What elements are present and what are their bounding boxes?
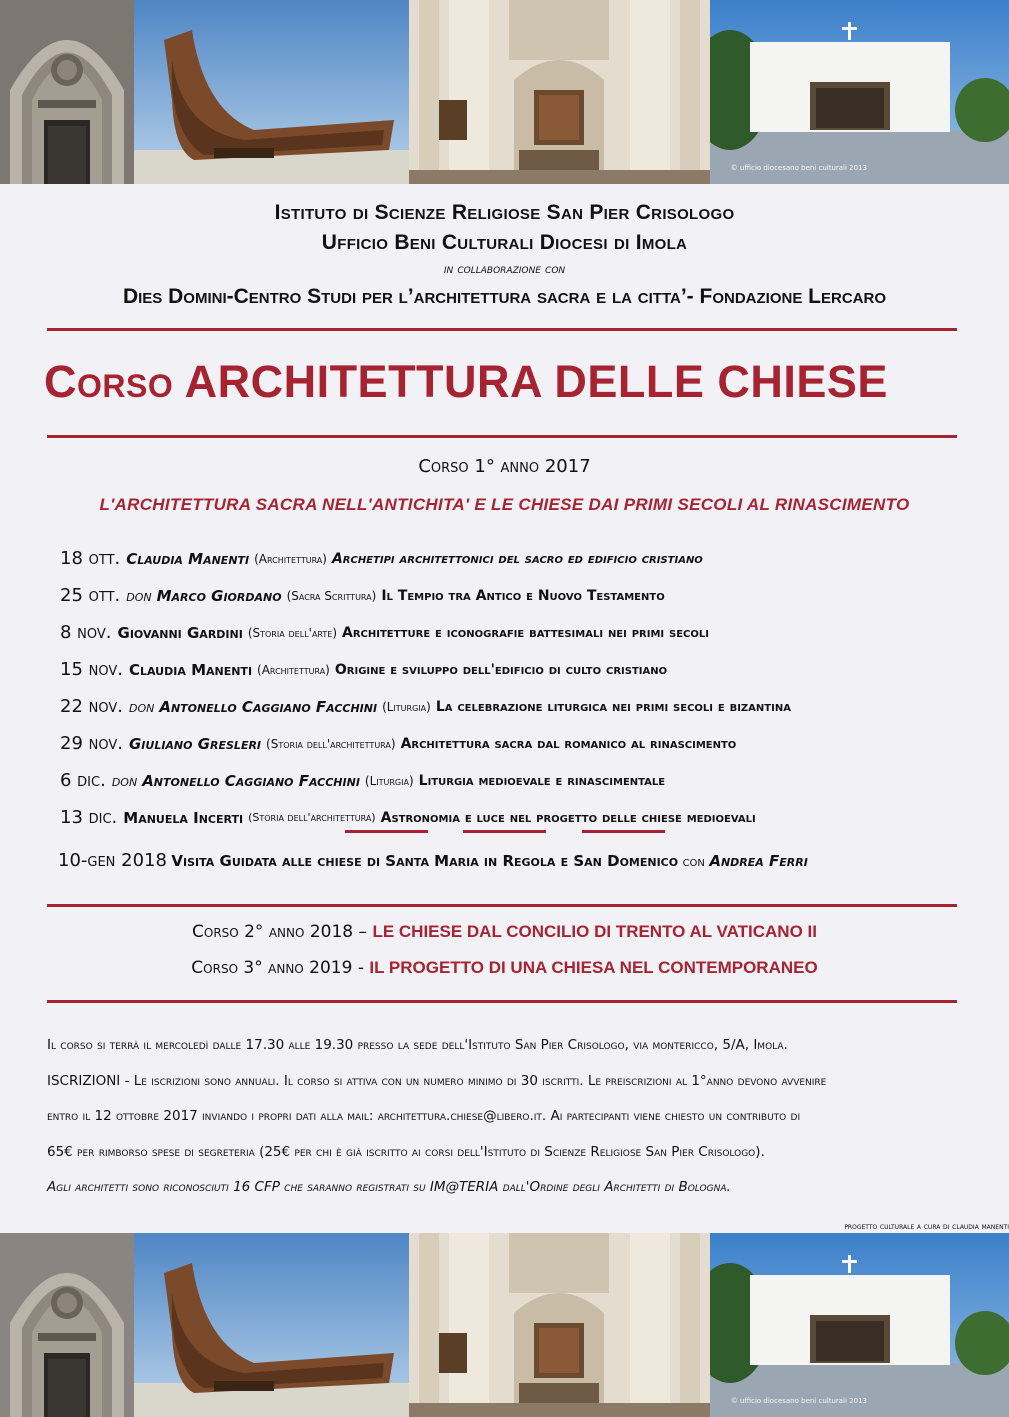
lecture-speaker: Antonello Caggiano Facchini — [159, 697, 378, 716]
lecture-item — [60, 725, 990, 762]
lecture-speaker: Claudia Manenti — [126, 549, 250, 568]
visit-text: Visita Guidata alle chiese di Santa Maria in Regola e San Domenico — [171, 852, 679, 870]
guided-visit — [58, 850, 808, 871]
lecture-topic: Astronomia e luce nel progetto delle chiese medioevali — [380, 809, 756, 826]
lecture-discipline: (Liturgia) — [382, 699, 431, 714]
info-registration: ISCRIZIONI - Le iscrizioni sono annuali. Il corso si attiva con un numero minimo di 30 iscritti. Le preiscrizioni al 1°anno devono avvenire — [47, 1072, 827, 1089]
info-cfp: Agli architetti sono riconosciuti 16 CFP che saranno registrati su IM@TERIA dall'Ordine degli Architetti di Bologna. — [47, 1179, 731, 1195]
title-main: ARCHITETTURA DELLE CHIESE — [184, 356, 888, 407]
info-schedule: Il corso si terrà il mercoledì dalle 17.30 alle 19.30 presso la sede dell'Istituto San Pier Crisologo, via montericco, 5/A, Imola. — [47, 1037, 788, 1053]
lecture-date: 15 nov. — [60, 659, 123, 680]
lecture-topic: La celebrazione liturgica nei primi secoli e bizantina — [435, 698, 791, 715]
lecture-date: 6 dic. — [60, 770, 106, 791]
lecture-date: 18 ott. — [60, 548, 121, 569]
divider — [47, 1000, 957, 1003]
lecture-topic: Architetture e iconografie battesimali nei primi secoli — [342, 624, 709, 641]
course-year-1: Corso 1° anno 2017 — [418, 456, 591, 477]
lecture-item — [60, 688, 990, 725]
lecture-item — [60, 540, 990, 577]
photo-gothic-portal — [0, 0, 134, 184]
lecture-date: 8 nov. — [60, 622, 112, 643]
lecture-discipline: (Storia dell'architettura) — [266, 736, 396, 751]
dash-divider — [463, 830, 546, 833]
top-photo-strip — [0, 0, 1009, 184]
course-year-3-label: Corso 3° anno 2019 - — [191, 958, 364, 978]
photo-modern-church — [134, 1233, 409, 1417]
lecture-title: don — [126, 586, 152, 605]
lecture-item — [60, 577, 990, 614]
photo-white-church — [710, 0, 1009, 184]
photo-gothic-portal — [0, 1233, 134, 1417]
dash-divider — [582, 830, 665, 833]
visit-date: 10-gen 2018 — [58, 850, 167, 871]
course-year-3 — [0, 958, 1009, 978]
top-copyright: © ufficio diocesano beni culturali 2013 — [730, 164, 867, 172]
lecture-title: don — [128, 697, 155, 716]
course-subtitle: L'ARCHITETTURA SACRA NELL'ANTICHITA' E LE CHIESE DAI PRIMI SECOLI AL RINASCIMENTO — [99, 495, 910, 514]
course-info — [47, 1028, 977, 1206]
visit-guide: Andrea Ferri — [709, 852, 808, 870]
lecture-discipline: (Storia dell'arte) — [247, 625, 338, 640]
partner-name: Dies Domini-Centro Studi per l’architettura sacra e la citta’- Fondazione Lercaro — [122, 285, 887, 308]
lecture-topic: Il Tempio tra Antico e Nuovo Testamento — [381, 587, 665, 604]
lecture-discipline: (Architettura) — [254, 551, 327, 566]
lecture-item — [60, 614, 990, 651]
divider — [47, 435, 957, 438]
course-year-2 — [0, 922, 1009, 942]
institute-name: Istituto di Scienze Religiose San Pier Crisologo — [274, 201, 735, 224]
course-year-2-label: Corso 2° anno 2018 – — [192, 922, 368, 942]
dash-divider — [345, 830, 428, 833]
divider — [47, 328, 957, 331]
header — [0, 198, 1009, 312]
photo-modern-church — [134, 0, 409, 184]
photo-church-interior — [409, 1233, 710, 1417]
visit-with: con — [682, 854, 705, 870]
lecture-topic: Origine e sviluppo dell'edificio di culto cristiano — [334, 661, 668, 678]
lecture-title: don — [111, 771, 138, 790]
office-name: Ufficio Beni Culturali Diocesi di Imola — [321, 231, 688, 254]
lecture-date: 29 nov. — [60, 733, 123, 754]
lecture-discipline: (Sacra Scrittura) — [286, 588, 377, 603]
project-credit: progetto culturale a cura di claudia manenti — [844, 1222, 1009, 1232]
page-title — [44, 356, 888, 408]
bottom-copyright: © ufficio diocesano beni culturali 2013 — [730, 1397, 867, 1405]
lecture-speaker: Manuela Incerti — [123, 808, 244, 827]
lecture-date: 13 dic. — [60, 807, 118, 828]
lecture-item — [60, 651, 990, 688]
bottom-photo-strip — [0, 1233, 1009, 1417]
lecture-topic: Liturgia medioevale e rinascimentale — [418, 772, 666, 789]
course-year-2-title: LE CHIESE DAL CONCILIO DI TRENTO AL VATICANO II — [372, 922, 817, 941]
lecture-speaker: Giuliano Gresleri — [128, 734, 262, 753]
lecture-date: 25 ott. — [60, 585, 121, 606]
info-deadline: entro il 12 ottobre 2017 inviando i propri dati alla mail: architettura.chiese@libero.it. Ai partecipanti viene chiesto un contributo di — [47, 1108, 801, 1124]
lecture-topic: Architettura sacra dal romanico al rinascimento — [400, 735, 737, 752]
info-fee: 65€ per rimborso spese di segreteria (25€ per chi è già iscritto ai corsi dell'Istituto di Scienze Religiose San Pier Crisologo). — [47, 1143, 765, 1160]
lecture-discipline: (Architettura) — [257, 662, 330, 677]
photo-white-church — [710, 1233, 1009, 1417]
lecture-speaker: Giovanni Gardini — [117, 623, 243, 642]
lecture-speaker: Marco Giordano — [156, 586, 282, 605]
lecture-date: 22 nov. — [60, 696, 123, 717]
photo-church-interior — [409, 0, 710, 184]
lecture-topic: Archetipi architettonici del sacro ed edificio cristiano — [331, 550, 703, 567]
course-year-3-title: IL PROGETTO DI UNA CHIESA NEL CONTEMPORANEO — [369, 958, 818, 977]
divider — [47, 904, 957, 907]
lecture-item — [60, 762, 990, 799]
collaboration-note: in collaborazione con — [443, 262, 566, 277]
lecture-speaker: Antonello Caggiano Facchini — [142, 771, 360, 790]
lecture-speaker: Claudia Manenti — [128, 660, 253, 679]
lecture-discipline: (Storia dell'architettura) — [248, 811, 376, 824]
lecture-list — [60, 540, 990, 836]
lecture-discipline: (Liturgia) — [364, 773, 414, 788]
title-prefix: Corso — [44, 356, 174, 407]
